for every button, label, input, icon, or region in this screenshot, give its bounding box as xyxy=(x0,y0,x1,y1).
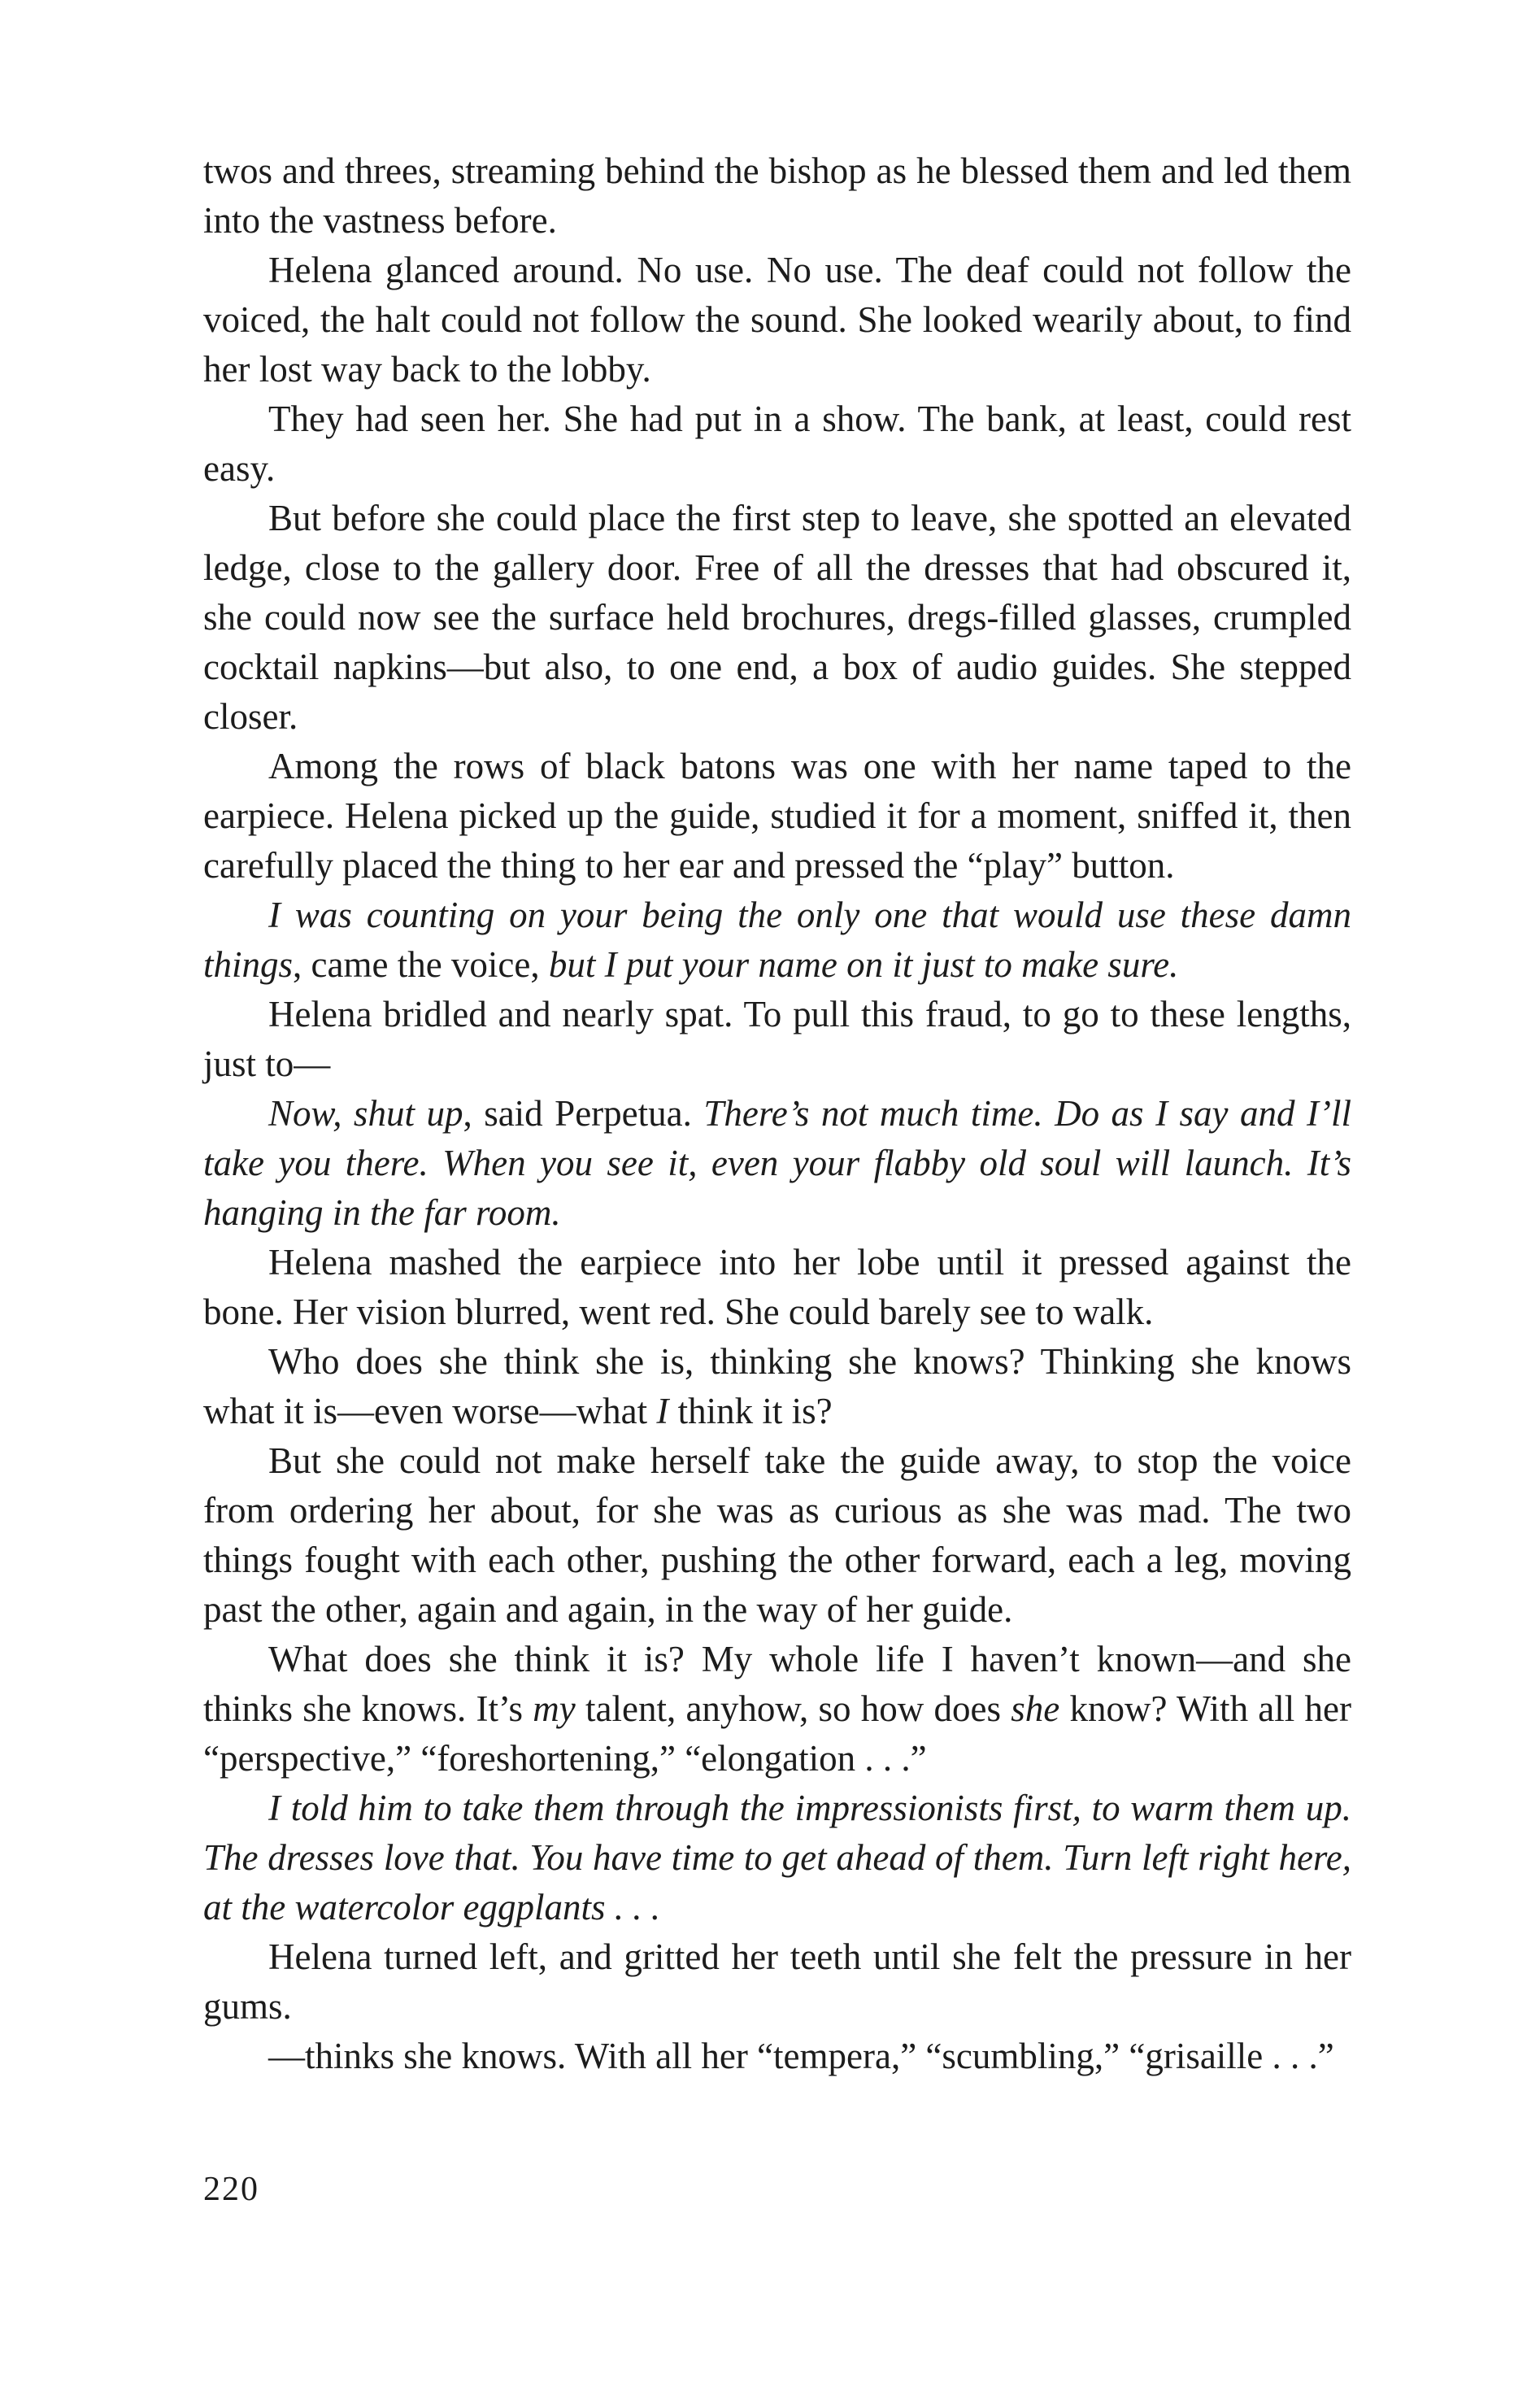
italic-text-run: I was counting on your being the only one that would use these damn things xyxy=(203,895,1351,985)
paragraph xyxy=(203,1635,1351,1784)
page-number: 220 xyxy=(203,2171,259,2208)
paragraph xyxy=(203,394,1351,494)
italic-text-run: There’s not much time. Do as I say and I’ll take you there. When you see it, even your flabby old soul will launch. It’s hanging in the far room. xyxy=(203,1093,1352,1233)
italic-text-run: my xyxy=(533,1688,576,1729)
paragraph xyxy=(203,990,1351,1089)
text-run: know? With all her “perspective,” “foreshortening,” “elongation . . .” xyxy=(203,1688,1351,1779)
paragraph xyxy=(203,494,1351,742)
italic-text-run: I xyxy=(656,1391,669,1431)
text-run: Who does she think she is, thinking she knows? Thinking she knows what it is—even worse—what xyxy=(203,1341,1351,1431)
text-run: Helena turned left, and gritted her teeth until she felt the pressure in her gums. xyxy=(203,1936,1351,2027)
body-text xyxy=(203,146,1351,2081)
book-page xyxy=(203,146,1351,2081)
italic-text-run: Now, shut up xyxy=(268,1093,463,1134)
text-run: talent, anyhow, so how does xyxy=(575,1688,1011,1729)
paragraph xyxy=(203,246,1351,394)
paragraph xyxy=(203,1436,1351,1635)
paragraph xyxy=(203,1238,1351,1337)
italic-text-run: I told him to take them through the impressionists first, to warm them up. The dresses love that. You have time to get ahead of them. Turn left right here, at the watercolor eggplants . . . xyxy=(203,1788,1351,1927)
text-run: —thinks she knows. With all her “tempera,” “scumbling,” “grisaille . . .” xyxy=(268,2036,1334,2076)
paragraph xyxy=(203,1337,1351,1436)
paragraph xyxy=(203,146,1351,246)
text-run: They had seen her. She had put in a show. The bank, at least, could rest easy. xyxy=(203,399,1351,489)
paragraph xyxy=(203,1089,1351,1238)
italic-text-run: she xyxy=(1011,1688,1060,1729)
text-run: Among the rows of black batons was one with her name taped to the earpiece. Helena picked up the guide, studied it for a moment, sniffed it, then carefully placed the thing to her ear and pressed the “play” button. xyxy=(203,746,1351,886)
paragraph xyxy=(203,1784,1351,1932)
italic-text-run: but I put your name on it just to make sure. xyxy=(548,944,1179,985)
text-run: But she could not make herself take the guide away, to stop the voice from ordering her about, for she was as curious as she was mad. The two things fought with each other, pushing the other forward, each a leg, moving past the other, again and again, in the way of her guide. xyxy=(203,1440,1351,1630)
paragraph xyxy=(203,742,1351,891)
paragraph xyxy=(203,1932,1351,2032)
text-run: But before she could place the first step to leave, she spotted an elevated ledge, close to the gallery door. Free of all the dresses that had obscured it, she could now see the surface held brochures, dregs-filled glasses, crumpled cocktail napkins—but also, to one end, a box of audio guides. She stepped closer. xyxy=(203,498,1351,737)
text-run: twos and threes, streaming behind the bishop as he blessed them and led them into the vastness before. xyxy=(203,150,1351,241)
text-run: Helena glanced around. No use. No use. The deaf could not follow the voiced, the halt could not follow the sound. She looked wearily about, to find her lost way back to the lobby. xyxy=(203,250,1351,390)
text-run: , said Perpetua. xyxy=(463,1093,704,1134)
text-run: , came the voice, xyxy=(293,944,549,985)
paragraph xyxy=(203,2032,1351,2081)
text-run: Helena bridled and nearly spat. To pull this fraud, to go to these lengths, just to— xyxy=(203,994,1351,1084)
text-run: Helena mashed the earpiece into her lobe until it pressed against the bone. Her vision blurred, went red. She could barely see to walk. xyxy=(203,1242,1351,1332)
paragraph xyxy=(203,891,1351,990)
text-run: think it is? xyxy=(668,1391,833,1431)
text-run: What does she think it is? My whole life I haven’t known—and she thinks she knows. It’s xyxy=(203,1639,1351,1729)
